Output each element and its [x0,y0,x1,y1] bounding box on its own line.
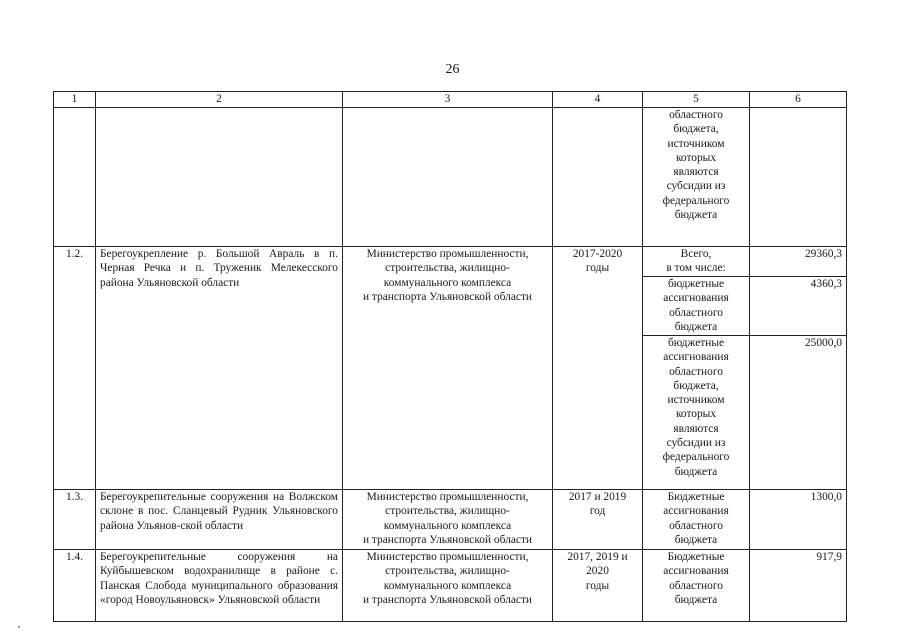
funding-source-cell [643,108,750,247]
funding-source-cell [643,490,750,550]
cell-line: которых [675,408,717,421]
amount-cell: 25000,0 [750,336,847,490]
funding-source-cell [643,277,750,336]
empty-cell [96,108,343,247]
funding-source-cell [643,550,750,622]
cell-line: ассигнования [663,505,729,518]
column-number-header: 5 [643,92,750,108]
cell-line: 2017, 2019 и [567,551,628,563]
executor [343,247,553,490]
column-number-header: 3 [343,92,553,108]
amount-cell: 917,9 [750,550,847,622]
cell-line: федерального [662,451,730,464]
column-number-header: 2 [96,92,343,108]
cell-line: являются [673,166,719,179]
empty-cell [750,108,847,247]
program-table [53,91,847,622]
cell-line: строительства, жилищно- [385,505,510,518]
continuation-row [54,108,847,247]
column-number-header: 4 [553,92,643,108]
empty-cell [553,108,643,247]
cell-line: и транспорта Ульяновской области [362,593,533,606]
cell-line: годы [585,262,610,275]
row-number: 1.3. [54,490,96,550]
cell-line: бюджета [674,593,718,606]
cell-line: Бюджетные [667,551,725,563]
column-number-header: 6 [750,92,847,108]
cell-line: бюджета [674,320,718,333]
cell-line: бюджетные [667,278,725,290]
funding-source-cell [643,247,750,277]
cell-line: бюджета, [673,123,719,136]
cell-line: Министерство промышленности, [366,551,529,563]
cell-line: областного [669,579,723,592]
executor [343,490,553,550]
cell-line: ассигнования [663,565,729,578]
cell-line: источником [667,394,725,407]
cell-line: 2017 и 2019 [568,491,627,503]
page-number: 26 [445,62,460,77]
cell-line: бюджета [674,465,718,478]
amount-cell: 29360,3 [750,247,847,277]
funding-source-cell [643,336,750,490]
table-row [54,490,847,550]
cell-line: Всего, [680,248,712,260]
cell-line: областного [669,306,723,319]
cell-line: субсидии из [666,437,726,450]
table-body [54,92,847,622]
cell-line: ассигнования [663,351,729,364]
cell-line: строительства, жилищно- [385,262,510,275]
row-number: 1.4. [54,550,96,622]
cell-line: годы [585,579,610,592]
cell-line: субсидии из [666,180,726,193]
cell-line: Бюджетные [667,491,725,503]
cell-line: областного [669,109,723,121]
executor [343,550,553,622]
period [553,550,643,622]
cell-line: коммунального комплекса [383,519,512,532]
object-name: Берегоукрепительные сооружения на Куйбышевском водохранилище в районе с. Панская Слобода муниципального образования «город Новоульяновск» Ульяновской области [96,550,343,622]
cell-line: бюджета [674,533,718,546]
cell-line: коммунального комплекса [383,579,512,592]
row-number: 1.2. [54,247,96,490]
header-row [54,92,847,108]
cell-line: 2020 [586,565,609,578]
cell-line: год [589,505,606,518]
table-row [54,550,847,622]
cell-line: являются [673,422,719,435]
cell-line: областного [669,365,723,378]
amount-cell: 1300,0 [750,490,847,550]
cell-line: в том числе: [666,262,726,275]
object-name: Берегоукрепительные сооружения на Волжском склоне в пос. Сланцевый Рудник Ульяновского района Ульянов-ской области [96,490,343,550]
cell-line: бюджета, [673,379,719,392]
cell-line: коммунального комплекса [383,276,512,289]
cell-line: 2017-2020 [572,248,623,260]
cell-line: источником [667,137,725,150]
cell-line: бюджета [674,209,718,222]
cell-line: и транспорта Ульяновской области [362,290,533,303]
column-number-header: 1 [54,92,96,108]
cell-line: и транспорта Ульяновской области [362,533,533,546]
cell-line: которых [675,151,717,164]
empty-cell [343,108,553,247]
period [553,247,643,490]
period [553,490,643,550]
cell-line: бюджетные [667,337,725,349]
object-name: Берегоукрепление р. Большой Авраль в п. Черная Речка и п. Труженик Мелекесского района Ульяновской области [96,247,343,490]
cell-line: Министерство промышленности, [366,248,529,260]
cell-line: областного [669,519,723,532]
scan-speck [18,626,20,628]
table-row [54,247,847,277]
cell-line: ассигнования [663,292,729,305]
amount-cell: 4360,3 [750,277,847,336]
empty-cell [54,108,96,247]
cell-line: строительства, жилищно- [385,565,510,578]
cell-line: федерального [662,194,730,207]
cell-line: Министерство промышленности, [366,491,529,503]
